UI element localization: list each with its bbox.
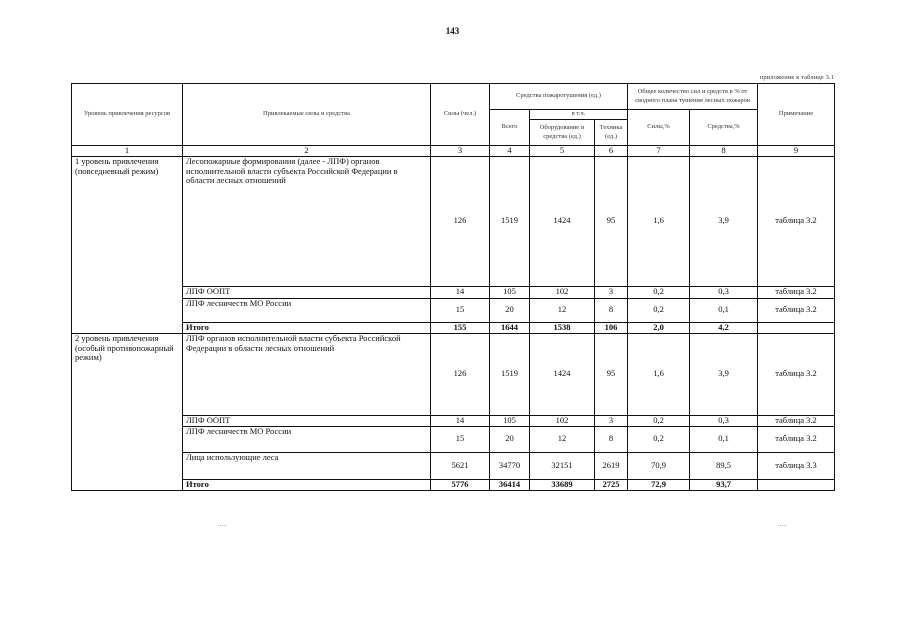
- cell-total: 1644: [490, 322, 530, 333]
- header-level: Уровень привлечения ресурсов: [72, 84, 183, 146]
- cell-people: 14: [431, 415, 490, 426]
- cell-forces-pct: 1,6: [628, 333, 690, 415]
- cell-total: 34770: [490, 452, 530, 479]
- cell-total: 105: [490, 286, 530, 298]
- cell-people: 5621: [431, 452, 490, 479]
- cell-machinery: 106: [595, 322, 628, 333]
- cell-equipment: 32151: [530, 452, 595, 479]
- header-machinery: Техника (ед.): [595, 120, 628, 146]
- cell-forces-pct: 0,2: [628, 286, 690, 298]
- cell-machinery: 3: [595, 415, 628, 426]
- cell-equipment: 12: [530, 426, 595, 452]
- table-row: [72, 333, 835, 415]
- cell-forces-pct: 72,9: [628, 479, 690, 490]
- cell-equipment: 102: [530, 415, 595, 426]
- cell-total: 105: [490, 415, 530, 426]
- row-name: ЛПФ органов исполнительной власти субъекта Российской Федерации в области лесных отношений: [183, 333, 431, 415]
- col-number: 3: [431, 146, 490, 157]
- cell-equipment: 33689: [530, 479, 595, 490]
- col-number: 9: [758, 146, 835, 157]
- cell-note: таблица 3.2: [758, 286, 835, 298]
- row-name: ЛПФ лесничеств МО России: [183, 426, 431, 452]
- header-equipment: Оборудование и средства (ед.): [530, 120, 595, 146]
- cell-forces-pct: 0,2: [628, 415, 690, 426]
- cell-equipment: 1424: [530, 333, 595, 415]
- header-means: Средства пожаротушения (ед.): [490, 84, 628, 110]
- table-row: [72, 452, 835, 479]
- column-numbers-row: [72, 146, 835, 157]
- header-share: Общее количество сил и средств в % от сводного плана тушения лесных пожаров: [628, 84, 758, 110]
- col-number: 5: [530, 146, 595, 157]
- level-1-total-row: [72, 322, 835, 333]
- cell-total: 1519: [490, 156, 530, 286]
- cell-people: 14: [431, 286, 490, 298]
- cell-machinery: 2725: [595, 479, 628, 490]
- level-2-label: 2 уровень привлечения (особый противопожарный режим): [72, 333, 183, 490]
- table-row: [72, 298, 835, 322]
- level-1-label: 1 уровень привлечения (повседневный режим): [72, 156, 183, 333]
- cell-forces-pct: 0,2: [628, 298, 690, 322]
- row-name: Лесопожарные формирования (далее - ЛПФ) органов исполнительной власти субъекта Российской Федерации в области лесных отношений: [183, 156, 431, 286]
- cell-note: таблица 3.2: [758, 156, 835, 286]
- col-number: 4: [490, 146, 530, 157]
- cell-note: таблица 3.2: [758, 426, 835, 452]
- col-number: 2: [183, 146, 431, 157]
- cell-equipment: 12: [530, 298, 595, 322]
- cell-machinery: 8: [595, 426, 628, 452]
- table-row: [72, 286, 835, 298]
- cell-means-pct: 93,7: [690, 479, 758, 490]
- cell-people: 126: [431, 333, 490, 415]
- footer-mark-left: .....: [218, 520, 227, 528]
- cell-means-pct: 3,9: [690, 333, 758, 415]
- cell-people: 5776: [431, 479, 490, 490]
- cell-means-pct: 0,3: [690, 286, 758, 298]
- cell-machinery: 95: [595, 156, 628, 286]
- row-name: ЛПФ лесничеств МО России: [183, 298, 431, 322]
- cell-forces-pct: 2,0: [628, 322, 690, 333]
- cell-equipment: 1424: [530, 156, 595, 286]
- row-name: ЛПФ ООПТ: [183, 286, 431, 298]
- resource-table: [71, 83, 835, 491]
- col-number: 1: [72, 146, 183, 157]
- header-share-forces: Силы,%: [628, 110, 690, 146]
- header-share-means: Средства,%: [690, 110, 758, 146]
- cell-means-pct: 0,1: [690, 298, 758, 322]
- col-number: 7: [628, 146, 690, 157]
- table-row: [72, 426, 835, 452]
- cell-people: 155: [431, 322, 490, 333]
- cell-people: 126: [431, 156, 490, 286]
- footer-mark-right: .....: [778, 520, 787, 528]
- cell-means-pct: 89,5: [690, 452, 758, 479]
- appendix-note: приложение к таблице 3.1: [759, 74, 834, 81]
- header-row-1: [72, 84, 835, 110]
- page-number: 143: [445, 26, 460, 36]
- cell-means-pct: 3,9: [690, 156, 758, 286]
- cell-note: таблица 3.2: [758, 415, 835, 426]
- header-incl: в т.ч.: [530, 110, 628, 120]
- table-row: [72, 156, 835, 286]
- cell-note: [758, 479, 835, 490]
- cell-machinery: 8: [595, 298, 628, 322]
- cell-note: таблица 3.2: [758, 298, 835, 322]
- level-2-total-row: [72, 479, 835, 490]
- cell-forces-pct: 1,6: [628, 156, 690, 286]
- cell-total: 20: [490, 426, 530, 452]
- cell-means-pct: 0,1: [690, 426, 758, 452]
- cell-total: 36414: [490, 479, 530, 490]
- cell-forces-pct: 70,9: [628, 452, 690, 479]
- col-number: 6: [595, 146, 628, 157]
- cell-people: 15: [431, 426, 490, 452]
- cell-note: [758, 322, 835, 333]
- cell-machinery: 95: [595, 333, 628, 415]
- header-note: Примечание: [758, 84, 835, 146]
- cell-equipment: 102: [530, 286, 595, 298]
- cell-forces-pct: 0,2: [628, 426, 690, 452]
- header-total: Всего: [490, 110, 530, 146]
- cell-equipment: 1538: [530, 322, 595, 333]
- cell-note: таблица 3.2: [758, 333, 835, 415]
- header-forces: Привлекаемые силы и средства: [183, 84, 431, 146]
- row-name: Итого: [183, 322, 431, 333]
- cell-total: 20: [490, 298, 530, 322]
- header-people: Силы (чел.): [431, 84, 490, 146]
- row-name: Итого: [183, 479, 431, 490]
- cell-machinery: 3: [595, 286, 628, 298]
- cell-note: таблица 3.3: [758, 452, 835, 479]
- cell-people: 15: [431, 298, 490, 322]
- cell-means-pct: 4,2: [690, 322, 758, 333]
- col-number: 8: [690, 146, 758, 157]
- cell-means-pct: 0,3: [690, 415, 758, 426]
- row-name: ЛПФ ООПТ: [183, 415, 431, 426]
- row-name: Лица использующие леса: [183, 452, 431, 479]
- cell-total: 1519: [490, 333, 530, 415]
- cell-machinery: 2619: [595, 452, 628, 479]
- table-row: [72, 415, 835, 426]
